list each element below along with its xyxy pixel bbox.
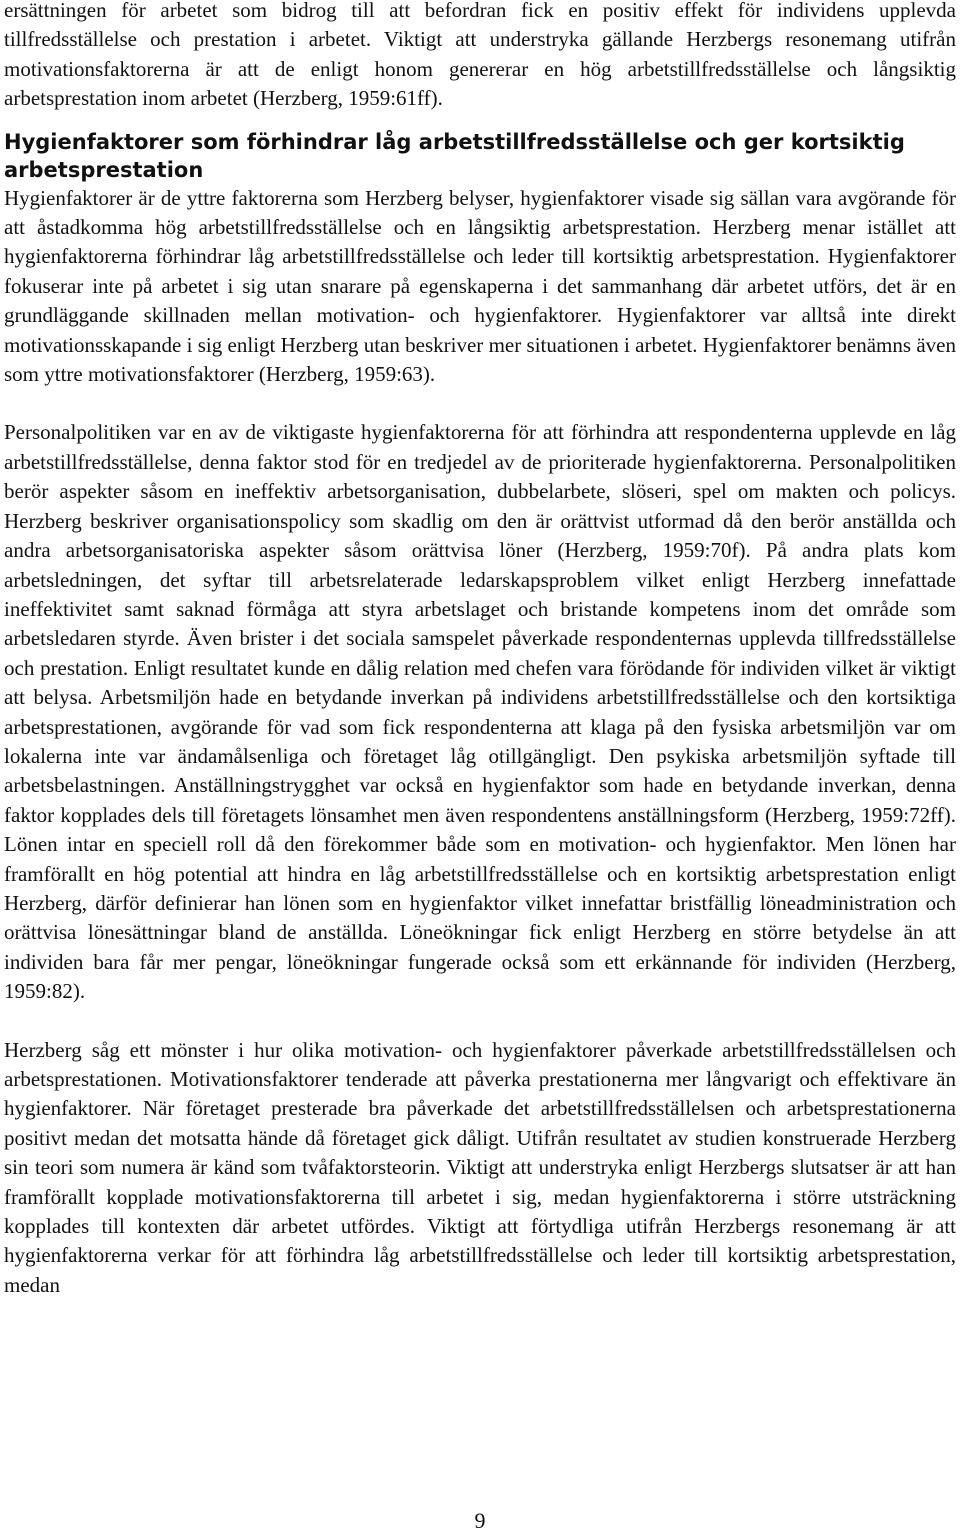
body-paragraph-personnel-policy: Personalpolitiken var en av de viktigaste hygienfaktorerna för att förhindra att respondenterna upplevde en låg arbetstillfredsställelse, denna faktor stod för en tredjedel av de prioriterade hygienfaktorerna. Personalpolitiken berör aspekter såsom en ineffektiv arbetsorganisation, dubbelarbete, slöseri, spel om makten och policys. Herzberg beskriver organisationspolicy som skadlig om den är orättvist utformad då den berör anställda och andra arbetsorganisatoriska aspekter såsom orättvisa löner (Herzberg, 1959:70f). På andra plats kom arbetsledningen, det syftar till arbetsrelaterade ledarskapsproblem vilket enligt Herzberg innefattade ineffektivitet samt saknad förmåga att styra arbetslaget och bristande kompetens inom det område som arbetsledaren styrde. Även brister i det sociala samspelet påverkade respondenternas upplevda tillfredsställelse och prestation. Enligt resultatet kunde en dålig relation med chefen vara förödande för individen vilket är viktigt att belysa. Arbetsmiljön hade en betydande inverkan på individens arbetstillfredsställelse och den kortsiktiga arbetsprestationen, avgörande för vad som fick respondenterna att klaga på den fysiska arbetsmiljön var om lokalerna inte var ändamålsenliga och företaget låg otillgängligt. Den psykiska arbetsmiljön syftade till arbetsbelastningen. Anställningstrygghet var också en hygienfaktor som hade en betydande inverkan, denna faktor kopplades dels till företagets lönsamhet men även respondentens anställningsform (Herzberg, 1959:72ff). Lönen intar en speciell roll då den förekommer både som en motivation- och hygienfaktor. Men lönen har framförallt en hög potential att hindra en låg arbetstillfredsställelse och en kortsiktig arbetsprestation enligt Herzberg, därför definierar han lönen som en hygienfaktor vilket innefattar bristfällig löneadministration och orättvisa lönesättningar bland de anställda. Löneökningar fick enligt Herzberg en större betydelse än att individen bara får mer pengar, löneökningar fungerade också som ett erkännande för individen (Herzberg, 1959:82). — [4, 420, 956, 1004]
section-heading: Hygienfaktorer som förhindrar låg arbetstillfredsställelse och ger kortsiktig arbetsprestation — [4, 129, 905, 182]
page-number: 9 — [474, 1508, 486, 1533]
body-paragraph-hygiene-factors: Hygienfaktorer är de yttre faktorerna som Herzberg belyser, hygienfaktorer visade sig sällan vara avgörande för att åstadkomma hög arbetstillfredsställelse och en långsiktig arbetsprestation. Herzberg menar istället att hygienfaktorerna förhindrar låg arbetstillfredsställelse och leder till kortsiktig arbetsprestation. Hygienfaktorer fokuserar inte på arbetet i sig utan snarare på egenskaperna i det sammanhang där arbetet utförs, det är en grundläggande skillnaden mellan motivation- och hygienfaktorer. Hygienfaktorer var alltså inte direkt motivationsskapande i sig enligt Herzberg utan beskriver mer situationen i arbetet. Hygienfaktorer benämns även som yttre motivationsfaktorer (Herzberg, 1959:63). — [4, 185, 956, 387]
document-page — [4, 0, 956, 1300]
intro-paragraph: ersättningen för arbetet som bidrog till att befordran fick en positiv effekt för individens upplevda tillfredsställelse och prestation i arbetet. Viktigt att understryka gällande Herzbergs resonemang utifrån motivationsfaktorerna är att de enligt honom genererar en hög arbetstillfredsställelse och långsiktig arbetsprestation inom arbetet (Herzberg, 1959:61ff). — [4, 0, 956, 111]
body-paragraph-two-factor-theory: Herzberg såg ett mönster i hur olika motivation- och hygienfaktorer påverkade arbetstillfredsställelsen och arbetsprestationen. Motivationsfaktorer tenderade att påverka prestationerna mer långvarigt och effektivare än hygienfaktorer. När företaget presterade bra påverkade det arbetstillfredsställelsen och arbetsprestationerna positivt medan det motsatta hände då företaget gick dåligt. Utifrån resultatet av studien konstruerade Herzberg sin teori som numera är känd som tvåfaktorsteorin. Viktigt att understryka enligt Herzbergs slutsatser är att han framförallt kopplade motivationsfaktorerna till arbetet i sig, medan hygienfaktorerna i större utsträckning kopplades till kontexten där arbetet utfördes. Viktigt att förtydliga utifrån Herzbergs resonemang är att hygienfaktorerna verkar för att förhindra låg arbetstillfredsställelse och leder till kortsiktig arbetsprestation, medan — [4, 1037, 956, 1297]
